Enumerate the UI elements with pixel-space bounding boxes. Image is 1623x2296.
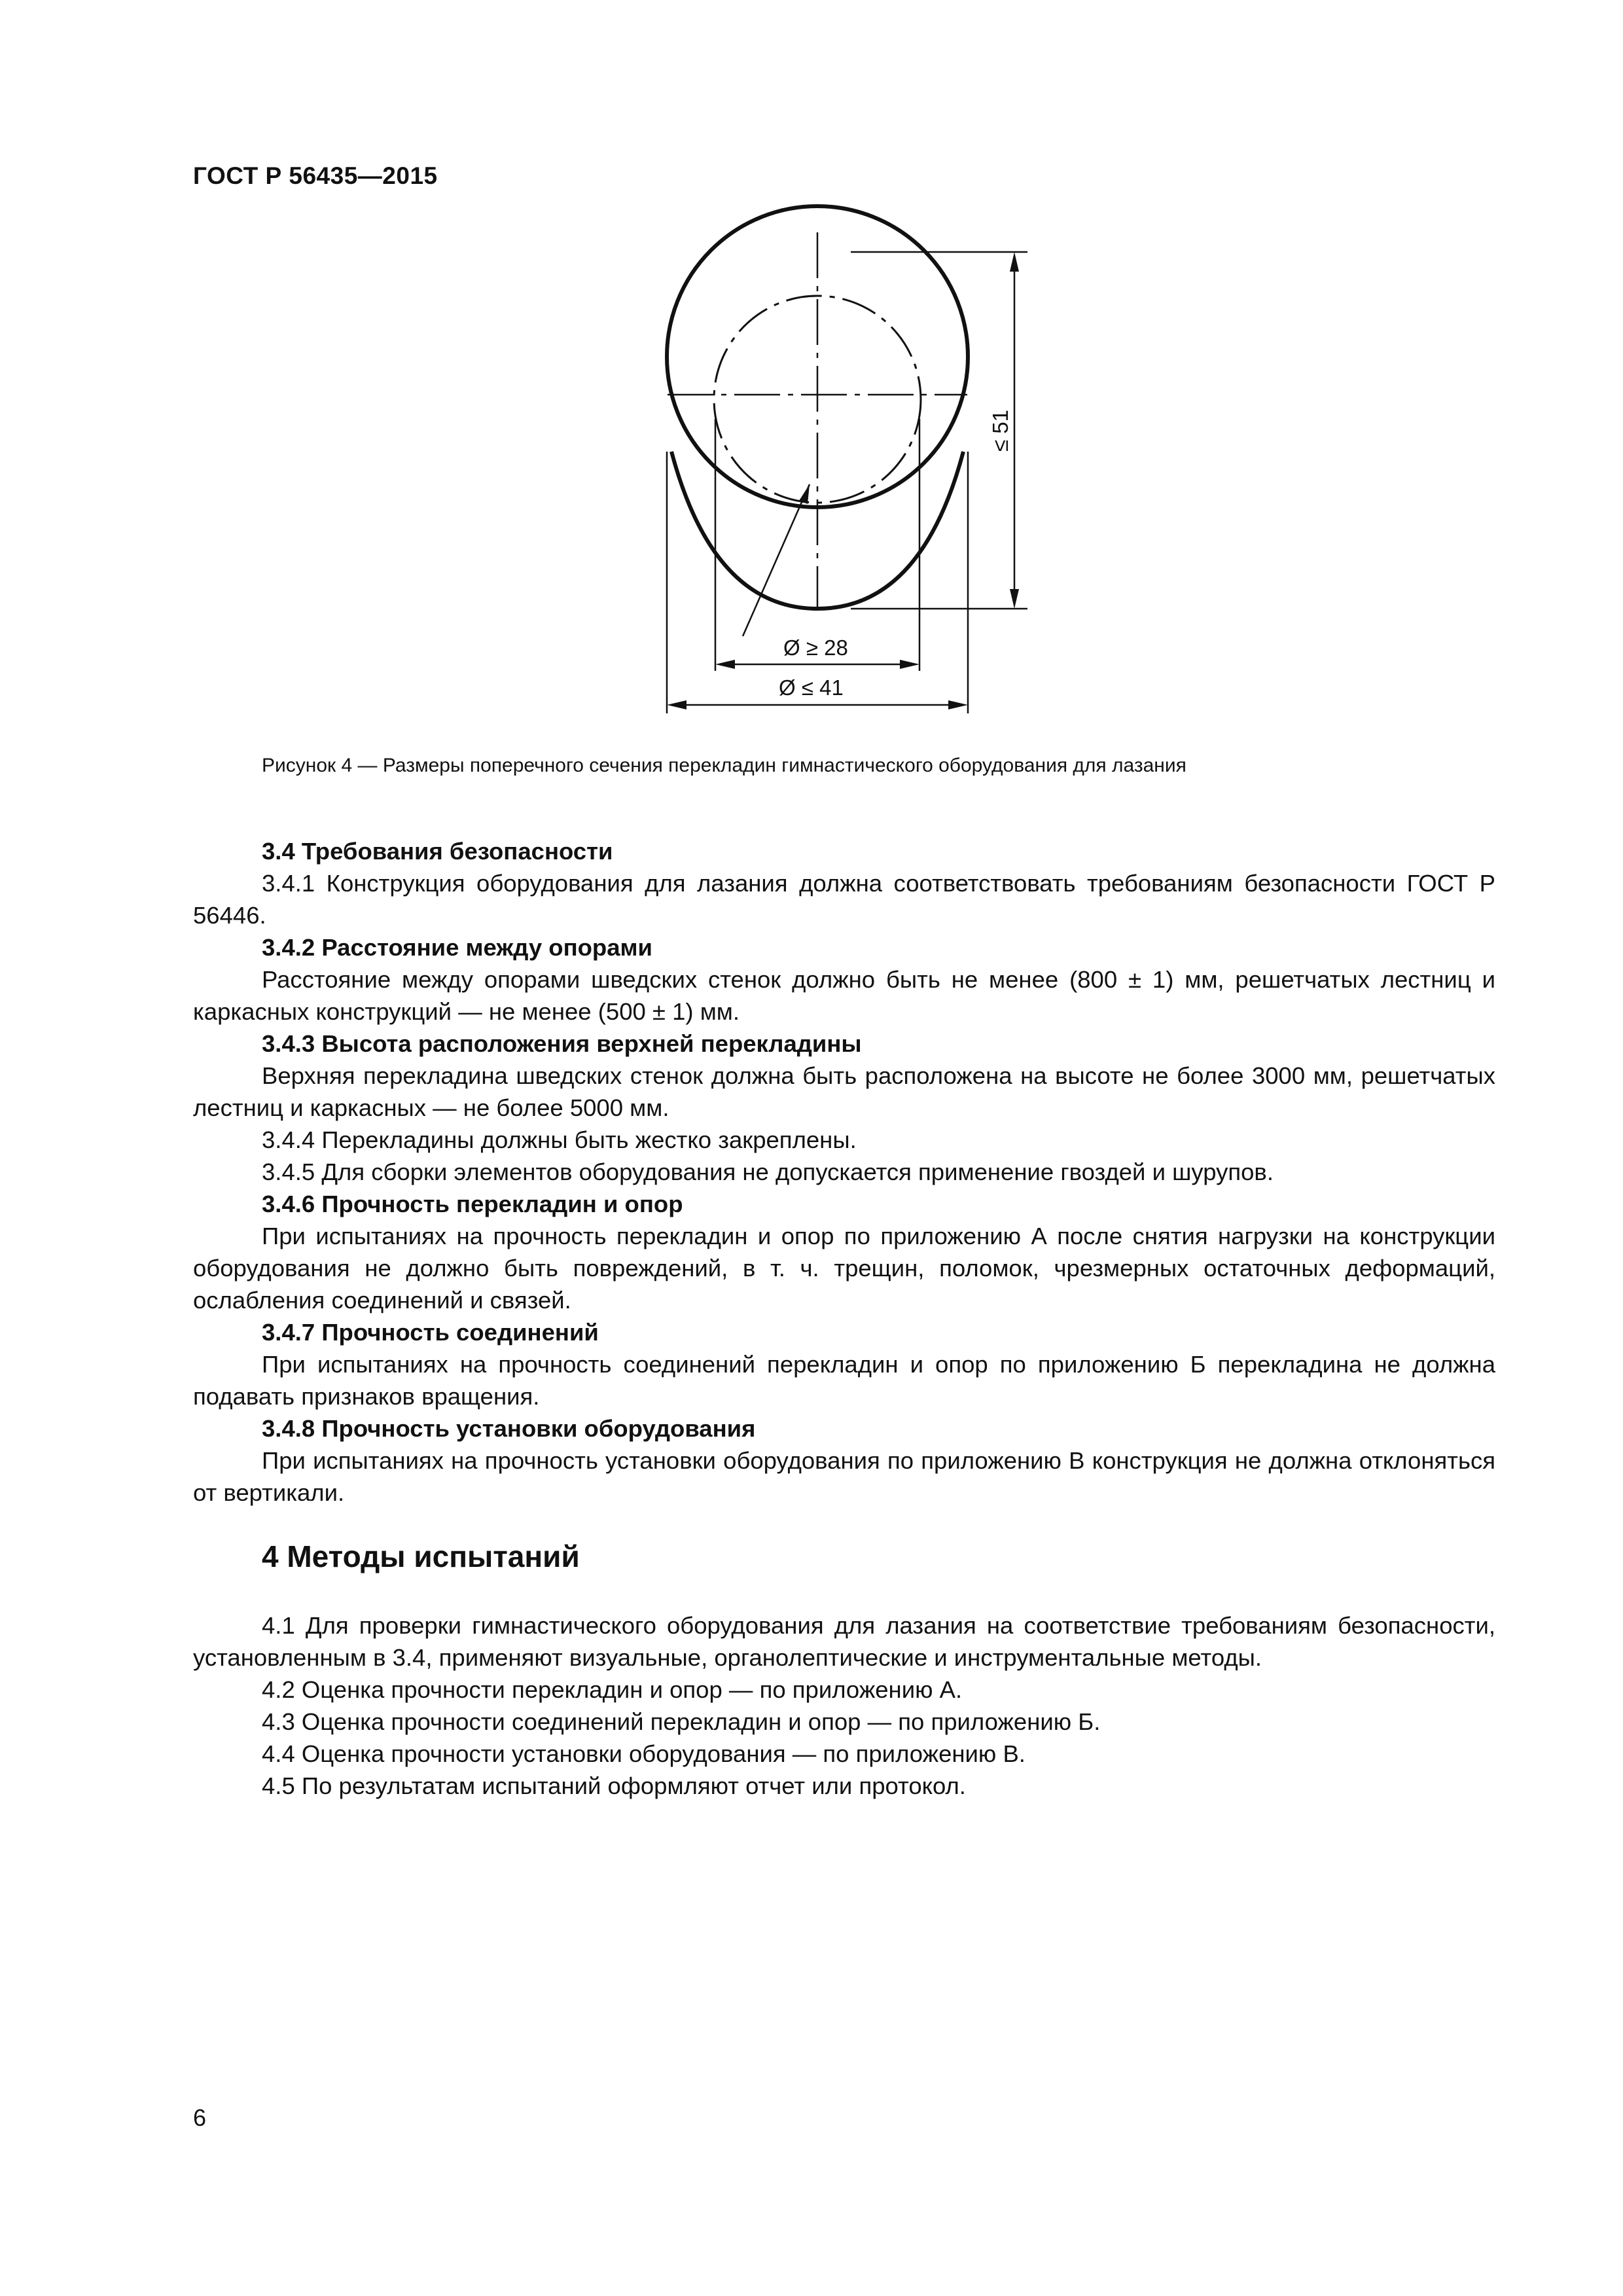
paragraph-3-4-7: При испытаниях на прочность соединений перекладин и опор по приложению Б перекладина не должна подавать признаков вращения. <box>193 1351 1495 1410</box>
paragraph-4-3: 4.3 Оценка прочности соединений перекладин и опор — по приложению Б. <box>262 1708 1101 1735</box>
height-dimension-label: ≤ 51 <box>988 410 1012 452</box>
outer-arrow-left <box>667 700 687 709</box>
inner-diameter-label: Ø ≥ 28 <box>783 636 848 660</box>
paragraph-3-4-1: 3.4.1 Конструкция оборудования для лазания должна соответствовать требованиям безопасности ГОСТ Р 56446. <box>193 870 1495 929</box>
paragraph-3-4-2: Расстояние между опорами шведских стенок должно быть не менее (800 ± 1) мм, решетчатых лестниц и каркасных конструкций — не менее (500 ± 1) мм. <box>193 966 1495 1025</box>
clause-heading-3-4-3: 3.4.3 Высота расположения верхней перекладины <box>262 1030 862 1057</box>
subsection-heading-3-4: 3.4 Требования безопасности <box>262 838 613 865</box>
paragraph-4-5: 4.5 По результатам испытаний оформляют отчет или протокол. <box>262 1772 966 1799</box>
leader-arrow <box>799 484 810 504</box>
paragraph-3-4-8: При испытаниях на прочность установки оборудования по приложению В конструкция не должна отклоняться от вертикали. <box>193 1447 1495 1506</box>
page-number: 6 <box>193 2104 207 2131</box>
paragraph-3-4-6: При испытаниях на прочность перекладин и опор по приложению А после снятия нагрузки на конструкции оборудования не должно быть повреждений, в т. ч. трещин, поломок, чрезмерных остаточных деформаций, ослабления соединений и связей. <box>193 1223 1495 1314</box>
height-arrow-top <box>1010 252 1019 272</box>
clause-heading-3-4-2: 3.4.2 Расстояние между опорами <box>262 934 652 961</box>
paragraph-4-1: 4.1 Для проверки гимнастического оборудования для лазания на соответствие требованиям безопасности, установленным в 3.4, применяют визуальные, органолептические и инструментальные методы. <box>193 1612 1495 1671</box>
paragraph-3-4-4: 3.4.4 Перекладины должны быть жестко закреплены. <box>262 1126 857 1153</box>
document-code: ГОСТ Р 56435—2015 <box>193 162 438 189</box>
paragraph-3-4-5: 3.4.5 Для сборки элементов оборудования не допускается применение гвоздей и шурупов. <box>262 1158 1274 1185</box>
clause-heading-3-4-6: 3.4.6 Прочность перекладин и опор <box>262 1191 683 1217</box>
paragraph-4-4: 4.4 Оценка прочности установки оборудования — по приложению В. <box>262 1740 1026 1767</box>
section-heading-4: 4 Методы испытаний <box>262 1539 580 1573</box>
outer-arrow-right <box>948 700 968 709</box>
figure-caption: Рисунок 4 — Размеры поперечного сечения перекладин гимнастического оборудования для лазания <box>262 755 1186 776</box>
clause-heading-3-4-8: 3.4.8 Прочность установки оборудования <box>262 1415 756 1442</box>
paragraph-4-2: 4.2 Оценка прочности перекладин и опор — по приложению А. <box>262 1676 963 1703</box>
leader-line <box>743 484 810 636</box>
document-body <box>193 835 1495 1802</box>
clause-heading-3-4-7: 3.4.7 Прочность соединений <box>262 1319 599 1346</box>
inner-arrow-left <box>715 660 735 669</box>
paragraph-3-4-3: Верхняя перекладина шведских стенок должна быть расположена на высоте не более 3000 мм, решетчатых лестниц и каркасных — не более 5000 мм. <box>193 1062 1495 1121</box>
height-arrow-bottom <box>1010 589 1019 609</box>
crossbar-cross-section-figure <box>0 0 1623 746</box>
outer-diameter-label: Ø ≤ 41 <box>779 675 844 700</box>
inner-arrow-right <box>900 660 919 669</box>
